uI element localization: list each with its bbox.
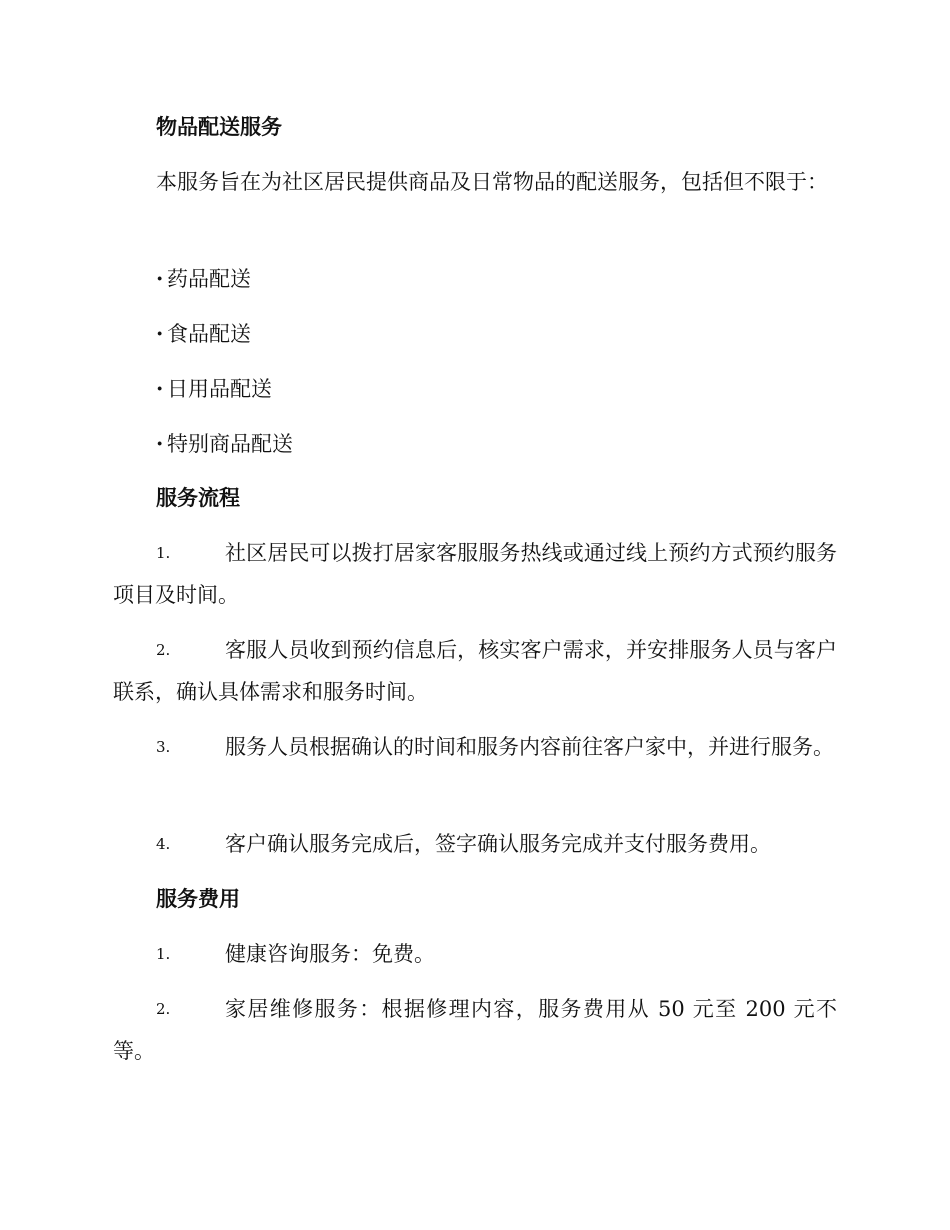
bullet-item	[156, 375, 272, 403]
fee-number: 2.	[156, 1000, 171, 1018]
step-number: 1.	[156, 544, 171, 562]
bullet-dot: ·	[156, 321, 164, 346]
fee-item	[113, 988, 837, 1072]
process-step	[113, 532, 837, 616]
section-heading-fees: 服务费用	[156, 886, 240, 911]
section-heading-delivery: 物品配送服务	[156, 114, 282, 139]
step-text: 服务人员根据确认的时间和服务内容前往客户家中，并进行服务。	[225, 735, 834, 759]
bullet-item	[156, 320, 251, 348]
bullet-item	[156, 430, 293, 458]
bullet-text: 特别商品配送	[167, 432, 293, 456]
step-text: 客户确认服务完成后，签字确认服务完成并支付服务费用。	[225, 832, 771, 856]
process-step	[113, 823, 837, 865]
bullet-dot: ·	[156, 431, 164, 456]
fee-text: 健康咨询服务：免费。	[225, 942, 435, 966]
step-number: 4.	[156, 835, 171, 853]
step-text: 社区居民可以拨打居家客服服务热线或通过线上预约方式预约服务项目及时间。	[113, 541, 837, 607]
bullet-text: 药品配送	[167, 267, 251, 291]
bullet-text: 日用品配送	[167, 377, 272, 401]
fee-text: 家居维修服务：根据修理内容，服务费用从 50 元至 200 元不等。	[113, 997, 837, 1063]
bullet-dot: ·	[156, 266, 164, 291]
bullet-dot: ·	[156, 376, 164, 401]
step-text: 客服人员收到预约信息后，核实客户需求，并安排服务人员与客户联系，确认具体需求和服务时间。	[113, 638, 837, 704]
step-number: 3.	[156, 738, 171, 756]
delivery-intro-paragraph: 本服务旨在为社区居民提供商品及日常物品的配送服务，包括但不限于：	[156, 170, 828, 194]
section-heading-process: 服务流程	[156, 485, 240, 510]
fee-number: 1.	[156, 945, 171, 963]
process-step	[113, 629, 837, 713]
bullet-text: 食品配送	[167, 322, 251, 346]
fee-item	[113, 933, 837, 975]
step-number: 2.	[156, 641, 171, 659]
bullet-item	[156, 265, 251, 293]
process-step	[113, 726, 837, 768]
